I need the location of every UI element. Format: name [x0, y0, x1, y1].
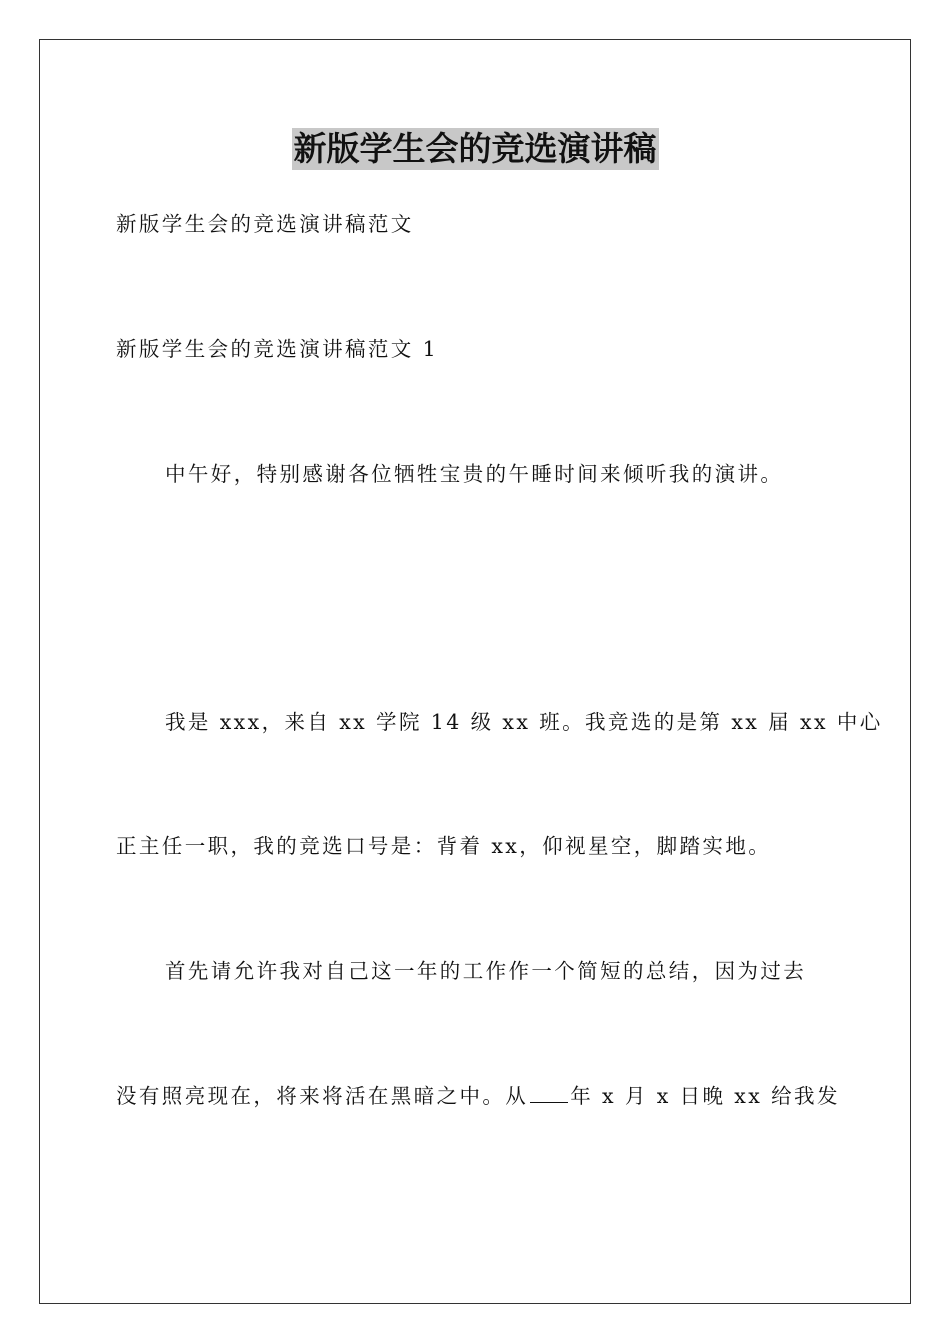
paragraph-intro-line-2: 正主任一职，我的竞选口号是：背着 xx，仰视星空，脚踏实地。: [116, 834, 772, 858]
paragraph-intro-line-1: 我是 xxx，来自 xx 学院 14 级 xx 班。我竞选的是第 xx 届 xx 中心: [165, 710, 883, 734]
fill-in-blank: [530, 1082, 568, 1103]
summary-text-after-blank: 年 x 月 x 日晚 xx 给我发: [570, 1084, 840, 1108]
paragraph-summary-line-2: [116, 1082, 840, 1110]
section-heading: 新版学生会的竞选演讲稿范文 1: [116, 337, 439, 361]
document-title: 新版学生会的竞选演讲稿: [293, 129, 657, 168]
title-container: [0, 128, 950, 170]
paragraph-summary-line-1: 首先请允许我对自己这一年的工作作一个简短的总结，因为过去: [165, 959, 807, 983]
paragraph-greeting: 中午好，特别感谢各位牺牲宝贵的午睡时间来倾听我的演讲。: [165, 462, 784, 486]
document-subtitle: 新版学生会的竞选演讲稿范文: [116, 212, 414, 236]
summary-text-before-blank: 没有照亮现在，将来将活在黑暗之中。从: [116, 1084, 529, 1108]
